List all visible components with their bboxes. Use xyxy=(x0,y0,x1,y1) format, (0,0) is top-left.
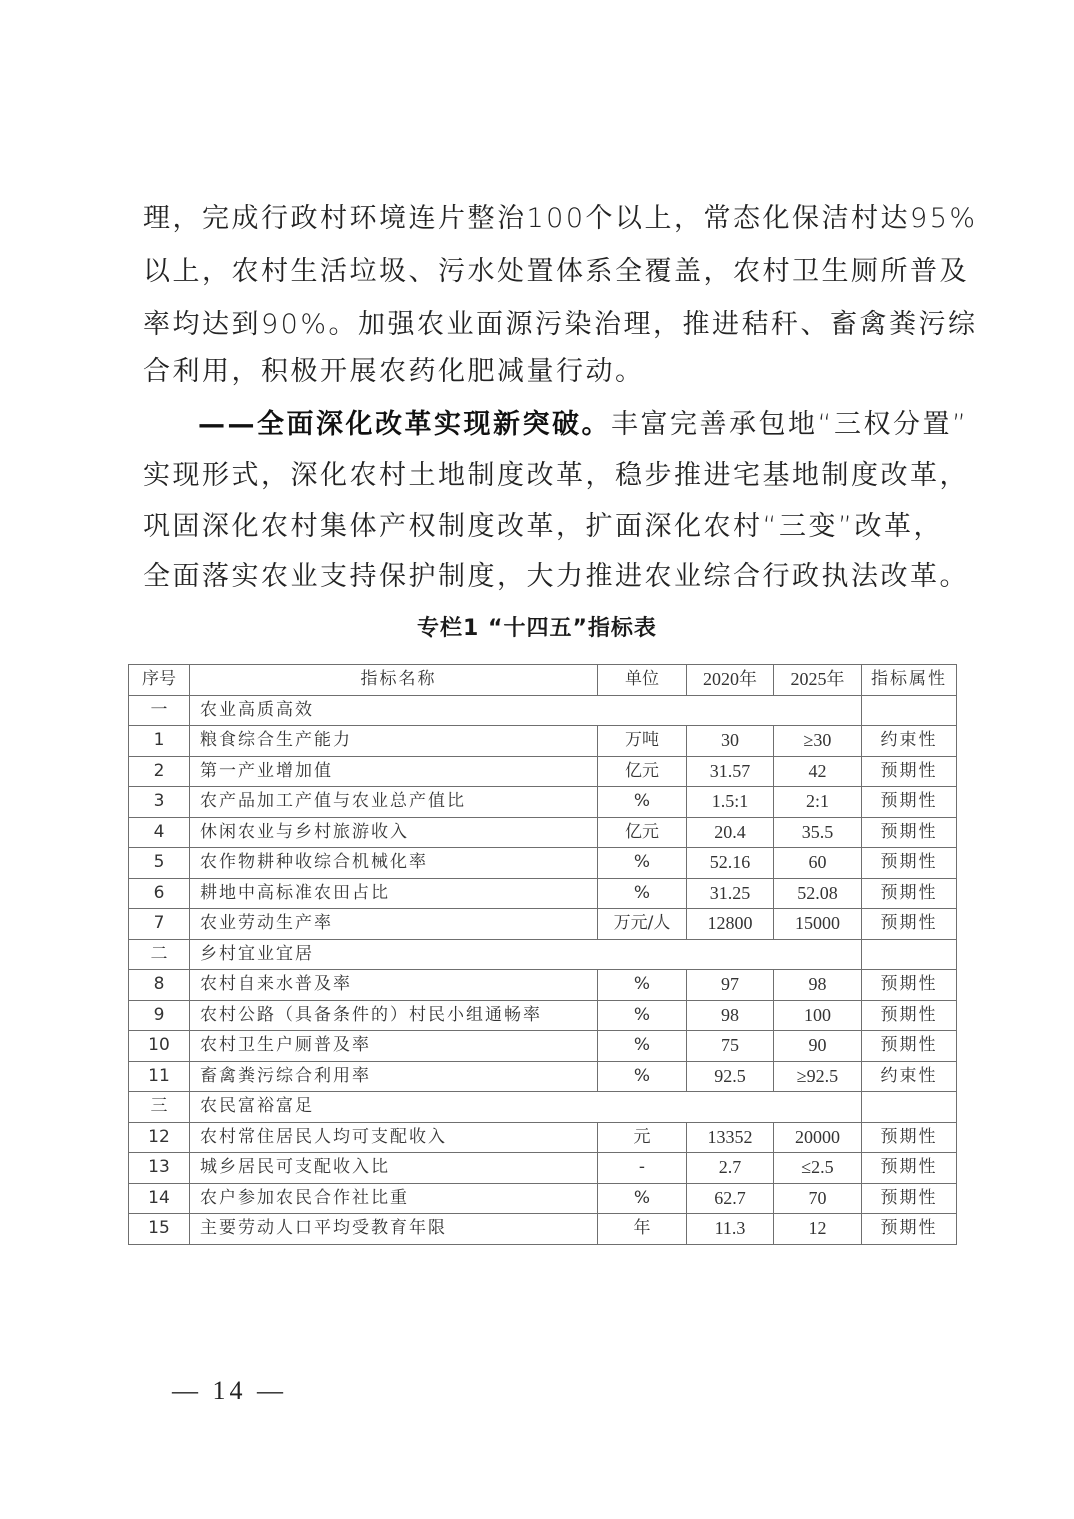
indicator-attribute: 预期性 xyxy=(862,1000,957,1031)
indicator-attribute: 预期性 xyxy=(862,848,957,879)
header-attribute: 指标属性 xyxy=(862,665,957,696)
table-row xyxy=(129,1031,957,1062)
indicator-unit: 万吨 xyxy=(598,726,687,757)
row-number: 6 xyxy=(129,878,190,909)
indicator-attribute: 预期性 xyxy=(862,756,957,787)
section-empty-cell xyxy=(862,939,957,970)
indicator-name: 主要劳动人口平均受教育年限 xyxy=(190,1214,598,1245)
indicator-attribute: 预期性 xyxy=(862,817,957,848)
value-2025: 35.5 xyxy=(774,817,862,848)
value-2020: 11.3 xyxy=(687,1214,774,1245)
value-2020: 1.5:1 xyxy=(687,787,774,818)
value-2025: 20000 xyxy=(774,1122,862,1153)
row-number: 9 xyxy=(129,1000,190,1031)
table-row xyxy=(129,1153,957,1184)
indicator-unit: 亿元 xyxy=(598,756,687,787)
row-number: 12 xyxy=(129,1122,190,1153)
value-2025: 52.08 xyxy=(774,878,862,909)
row-number: 7 xyxy=(129,909,190,940)
row-number: 5 xyxy=(129,848,190,879)
indicator-unit: % xyxy=(598,848,687,879)
value-2025: 15000 xyxy=(774,909,862,940)
indicator-unit: % xyxy=(598,970,687,1001)
value-2025: 90 xyxy=(774,1031,862,1062)
reform-heading-rest: 丰富完善承包地“三权分置” xyxy=(611,409,969,440)
indicator-attribute: 预期性 xyxy=(862,1183,957,1214)
indicator-unit: - xyxy=(598,1153,687,1184)
table-row xyxy=(129,726,957,757)
header-no: 序号 xyxy=(129,665,190,696)
table-row xyxy=(129,848,957,879)
paragraph-line: 全面落实农业支持保护制度，大力推进农业综合行政执法改革。 xyxy=(143,561,969,592)
row-number: 13 xyxy=(129,1153,190,1184)
table-row xyxy=(129,1214,957,1245)
paragraph-line: 率均达到90%。加强农业面源污染治理，推进秸秆、畜禽粪污综 xyxy=(143,309,978,340)
value-2020: 20.4 xyxy=(687,817,774,848)
row-number: 1 xyxy=(129,726,190,757)
section-row xyxy=(129,939,957,970)
table-title: 专栏1 “十四五”指标表 xyxy=(417,616,657,641)
value-2020: 13352 xyxy=(687,1122,774,1153)
indicator-name: 第一产业增加值 xyxy=(190,756,598,787)
indicator-name: 农户参加农民合作社比重 xyxy=(190,1183,598,1214)
indicator-unit: % xyxy=(598,878,687,909)
indicator-name: 农村公路（具备条件的）村民小组通畅率 xyxy=(190,1000,598,1031)
row-number: 10 xyxy=(129,1031,190,1062)
value-2025: 100 xyxy=(774,1000,862,1031)
indicator-unit: % xyxy=(598,1031,687,1062)
table-row xyxy=(129,787,957,818)
value-2020: 98 xyxy=(687,1000,774,1031)
indicator-name: 农作物耕种收综合机械化率 xyxy=(190,848,598,879)
value-2020: 31.57 xyxy=(687,756,774,787)
reform-heading-line xyxy=(198,410,998,440)
header-2025: 2025年 xyxy=(774,665,862,696)
indicator-name: 农村常住居民人均可支配收入 xyxy=(190,1122,598,1153)
indicator-name: 农产品加工产值与农业总产值比 xyxy=(190,787,598,818)
row-number: 14 xyxy=(129,1183,190,1214)
paragraph-line: 巩固深化农村集体产权制度改革，扩面深化农村“三变”改革， xyxy=(143,511,943,542)
indicator-attribute: 预期性 xyxy=(862,1214,957,1245)
table-row xyxy=(129,817,957,848)
indicator-attribute: 预期性 xyxy=(862,1031,957,1062)
indicator-name: 农村卫生户厕普及率 xyxy=(190,1031,598,1062)
page-number: — 14 — xyxy=(172,1376,287,1405)
indicator-unit: 万元/人 xyxy=(598,909,687,940)
table-row xyxy=(129,909,957,940)
section-title: 农民富裕富足 xyxy=(190,1092,862,1123)
value-2020: 52.16 xyxy=(687,848,774,879)
indicator-attribute: 预期性 xyxy=(862,787,957,818)
row-number: 11 xyxy=(129,1061,190,1092)
indicator-name: 农业劳动生产率 xyxy=(190,909,598,940)
indicators-table xyxy=(128,664,957,1245)
row-number: 3 xyxy=(129,787,190,818)
section-title: 农业高质高效 xyxy=(190,695,862,726)
value-2025: ≤2.5 xyxy=(774,1153,862,1184)
row-number: 2 xyxy=(129,756,190,787)
row-number: 8 xyxy=(129,970,190,1001)
section-row xyxy=(129,695,957,726)
value-2020: 92.5 xyxy=(687,1061,774,1092)
table-header-row xyxy=(129,665,957,696)
paragraph-line: 以上，农村生活垃圾、污水处置体系全覆盖，农村卫生厕所普及 xyxy=(143,256,969,287)
header-2020: 2020年 xyxy=(687,665,774,696)
indicator-name: 城乡居民可支配收入比 xyxy=(190,1153,598,1184)
indicator-name: 休闲农业与乡村旅游收入 xyxy=(190,817,598,848)
indicator-unit: % xyxy=(598,1061,687,1092)
value-2020: 31.25 xyxy=(687,878,774,909)
indicator-attribute: 约束性 xyxy=(862,1061,957,1092)
paragraph-line: 实现形式，深化农村土地制度改革，稳步推进宅基地制度改革， xyxy=(143,460,969,491)
indicator-unit: 亿元 xyxy=(598,817,687,848)
indicator-unit: % xyxy=(598,1183,687,1214)
indicator-attribute: 预期性 xyxy=(862,1153,957,1184)
table-row xyxy=(129,756,957,787)
value-2025: 70 xyxy=(774,1183,862,1214)
indicator-unit: % xyxy=(598,1000,687,1031)
value-2025: 60 xyxy=(774,848,862,879)
row-number: 15 xyxy=(129,1214,190,1245)
value-2020: 2.7 xyxy=(687,1153,774,1184)
section-empty-cell xyxy=(862,695,957,726)
section-number: 三 xyxy=(129,1092,190,1123)
indicator-name: 畜禽粪污综合利用率 xyxy=(190,1061,598,1092)
table-row xyxy=(129,1122,957,1153)
table-row xyxy=(129,878,957,909)
section-title: 乡村宜业宜居 xyxy=(190,939,862,970)
section-empty-cell xyxy=(862,1092,957,1123)
value-2025: 2:1 xyxy=(774,787,862,818)
indicator-name: 耕地中高标准农田占比 xyxy=(190,878,598,909)
value-2020: 30 xyxy=(687,726,774,757)
header-name: 指标名称 xyxy=(190,665,598,696)
table-row xyxy=(129,1061,957,1092)
paragraph-line: 理，完成行政村环境连片整治100个以上，常态化保洁村达95% xyxy=(143,203,978,234)
value-2025: 98 xyxy=(774,970,862,1001)
value-2025: 12 xyxy=(774,1214,862,1245)
indicator-attribute: 预期性 xyxy=(862,970,957,1001)
indicator-unit: 元 xyxy=(598,1122,687,1153)
value-2020: 75 xyxy=(687,1031,774,1062)
indicator-name: 农村自来水普及率 xyxy=(190,970,598,1001)
table-row xyxy=(129,1000,957,1031)
value-2020: 97 xyxy=(687,970,774,1001)
indicator-unit: % xyxy=(598,787,687,818)
row-number: 4 xyxy=(129,817,190,848)
reform-heading: ——全面深化改革实现新突破。 xyxy=(198,409,611,440)
table-row xyxy=(129,1183,957,1214)
indicator-attribute: 预期性 xyxy=(862,909,957,940)
indicator-name: 粮食综合生产能力 xyxy=(190,726,598,757)
section-number: 一 xyxy=(129,695,190,726)
header-unit: 单位 xyxy=(598,665,687,696)
indicator-unit: 年 xyxy=(598,1214,687,1245)
paragraph-line: 合利用，积极开展农药化肥减量行动。 xyxy=(143,356,645,387)
value-2020: 62.7 xyxy=(687,1183,774,1214)
indicator-attribute: 预期性 xyxy=(862,878,957,909)
value-2025: ≥92.5 xyxy=(774,1061,862,1092)
indicator-attribute: 约束性 xyxy=(862,726,957,757)
value-2020: 12800 xyxy=(687,909,774,940)
table-row xyxy=(129,970,957,1001)
indicator-attribute: 预期性 xyxy=(862,1122,957,1153)
value-2025: 42 xyxy=(774,756,862,787)
section-row xyxy=(129,1092,957,1123)
value-2025: ≥30 xyxy=(774,726,862,757)
section-number: 二 xyxy=(129,939,190,970)
